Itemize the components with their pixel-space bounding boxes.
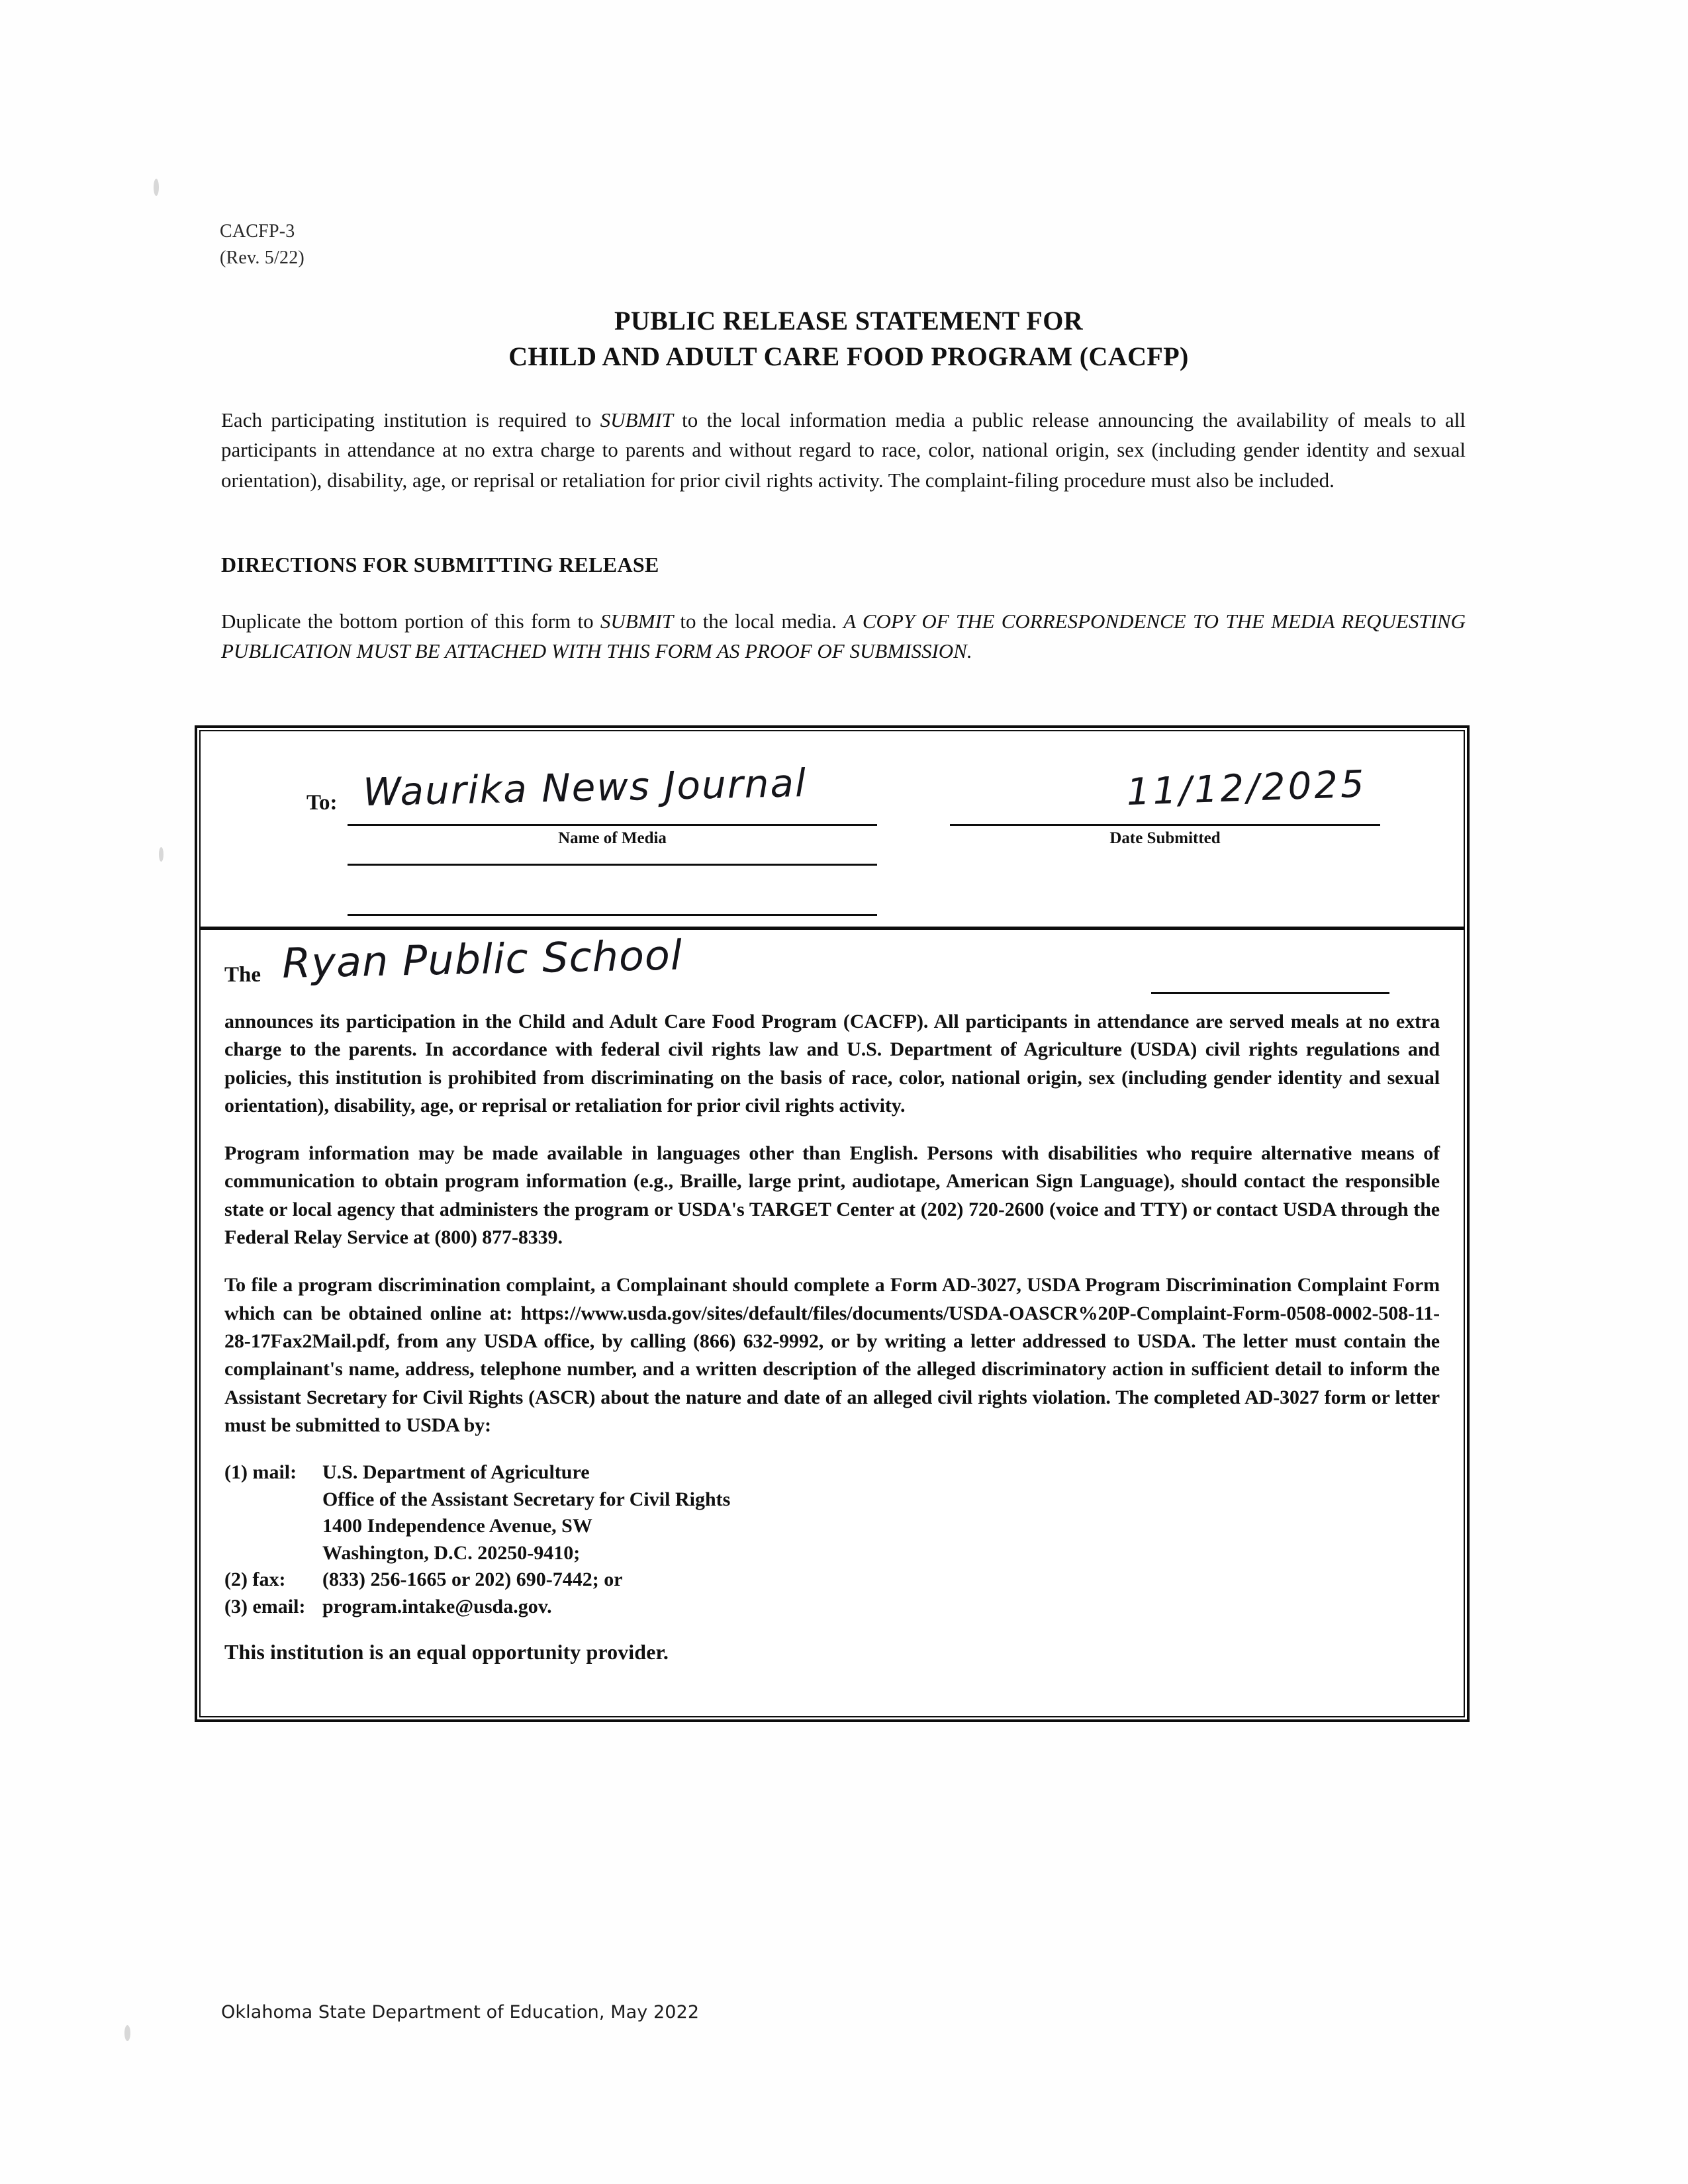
the-label: The bbox=[224, 963, 261, 987]
directions-paragraph bbox=[221, 606, 1466, 666]
to-label: To: bbox=[306, 791, 338, 815]
release-box bbox=[195, 725, 1470, 1722]
form-code: CACFP-3 bbox=[220, 221, 295, 242]
contact-fax-value: (833) 256-1665 or 202) 690-7442; or bbox=[322, 1569, 623, 1591]
title-line-1: PUBLIC RELEASE STATEMENT FOR bbox=[614, 306, 1084, 336]
date-submitted-caption: Date Submitted bbox=[1109, 829, 1221, 847]
scan-artifact bbox=[124, 2025, 130, 2041]
directions-text-part2: to the local media. bbox=[673, 610, 844, 633]
usda-contact-block bbox=[224, 1459, 1440, 1620]
contact-email-key: (3) email: bbox=[224, 1595, 306, 1617]
intro-emphasis-submit: SUBMIT bbox=[600, 408, 673, 432]
contact-mail-line-4: Washington, D.C. 20250-9410; bbox=[322, 1541, 581, 1564]
directions-emphasis-submit: SUBMIT bbox=[600, 610, 674, 633]
media-name-rule[interactable] bbox=[348, 824, 877, 826]
form-revision: (Rev. 5/22) bbox=[220, 247, 305, 268]
statement-paragraph-1: announces its participation in the Child and Adult Care Food Program (CACFP). All participants in attendance are served meals at no extra charge to the parents. In accordance with federal civil rights law and U.S. Department of Agriculture (USDA) civil rights regulations and policies, this institution is prohibited from discriminating on the basis of race, color, national origin, sex (including gender identity and sexual orientation), disability, age, or reprisal or retaliation for prior civil rights activity. bbox=[224, 1011, 1440, 1116]
blank-address-line-2[interactable] bbox=[348, 914, 877, 916]
to-row bbox=[201, 760, 1464, 847]
contact-mail-line-3: 1400 Independence Avenue, SW bbox=[322, 1515, 592, 1537]
statement-paragraph-3: To file a program discrimination complaint, a Complainant should complete a Form AD-3027, USDA Program Discrimination Complaint Form which can be obtained online at: https://www.usda.gov/sites/default/files/documents/USDA-OASCR%20P-Complaint-Form-0508-0002-508-11-28-17Fax2Mail.pdf, from any USDA office, by calling (866) 632-9992, or by writing a letter addressed to USDA. The letter must contain the complainant's name, address, telephone number, and a written description of the alleged discriminatory action in sufficient detail to inform the Assistant Secretary for Civil Rights (ASCR) about the nature and date of an alleged civil rights violation. The completed AD-3027 form or letter must be submitted to USDA by: bbox=[224, 1274, 1440, 1436]
institution-name-row bbox=[224, 931, 1440, 1008]
blank-address-line-1[interactable] bbox=[348, 864, 877, 866]
statement-paragraph-2: Program information may be made available in languages other than English. Persons with disabilities who require alternative means of communication to obtain program information (e.g., Braille, large print, audiotape, American Sign Language), should contact the responsible state or local agency that administers the program or USDA's TARGET Center at (202) 720-2600 (voice and TTY) or contact USDA through the Federal Relay Service at (800) 877-8339. bbox=[224, 1142, 1440, 1249]
contact-mail-row bbox=[224, 1459, 1440, 1486]
contact-fax-key: (2) fax: bbox=[224, 1569, 286, 1591]
directions-heading: DIRECTIONS FOR SUBMITTING RELEASE bbox=[221, 553, 659, 576]
institution-name-rule[interactable] bbox=[1151, 992, 1389, 994]
public-release-statement-section bbox=[201, 930, 1464, 1716]
page-footer: Oklahoma State Department of Education, May 2022 bbox=[221, 2002, 700, 2023]
contact-email-row bbox=[224, 1594, 1440, 1621]
contact-mail-key: (1) mail: bbox=[224, 1461, 297, 1484]
media-name-handwritten-value[interactable]: Waurika News Journal bbox=[362, 760, 808, 815]
date-submitted-handwritten-value[interactable]: 11/12/2025 bbox=[1125, 762, 1368, 814]
media-name-caption: Name of Media bbox=[558, 829, 667, 847]
equal-opportunity-statement: This institution is an equal opportunity provider. bbox=[224, 1640, 669, 1664]
intro-paragraph bbox=[221, 405, 1466, 495]
contact-mail-line-2: Office of the Assistant Secretary for Civil Rights bbox=[322, 1488, 731, 1510]
directions-text-part1: Duplicate the bottom portion of this form to bbox=[221, 610, 600, 633]
page-title bbox=[220, 303, 1477, 375]
scan-artifact bbox=[159, 847, 164, 862]
contact-fax-row bbox=[224, 1567, 1440, 1594]
date-submitted-rule[interactable] bbox=[950, 824, 1380, 826]
contact-email-value: program.intake@usda.gov. bbox=[322, 1595, 552, 1617]
institution-name-handwritten-value[interactable]: Ryan Public School bbox=[281, 931, 683, 987]
scan-artifact bbox=[154, 179, 159, 196]
contact-mail-line-1: U.S. Department of Agriculture bbox=[322, 1461, 590, 1484]
title-line-2: CHILD AND ADULT CARE FOOD PROGRAM (CACFP) bbox=[508, 341, 1189, 372]
intro-text-part1: Each participating institution is required to bbox=[221, 408, 600, 432]
intro-text-part2: to the local information media a public release announcing the availability of meals to all participants in attendance at no extra charge to parents and without regard to race, color, national origin, sex (including gender identity and sexual orientation), disability, age, or reprisal or retaliation for prior civil rights activity. The complaint-filing procedure must also be included. bbox=[221, 408, 1466, 492]
media-submission-section bbox=[201, 731, 1464, 930]
directions-emphasis-attach: A COPY OF THE CORRESPONDENCE TO THE MEDIA REQUESTING PUBLICATION MUST BE ATTACHED WITH THIS FORM AS PROOF OF SUBMISSION. bbox=[221, 610, 1466, 663]
form-code-block bbox=[220, 218, 305, 271]
release-box-inner-border bbox=[199, 730, 1465, 1717]
